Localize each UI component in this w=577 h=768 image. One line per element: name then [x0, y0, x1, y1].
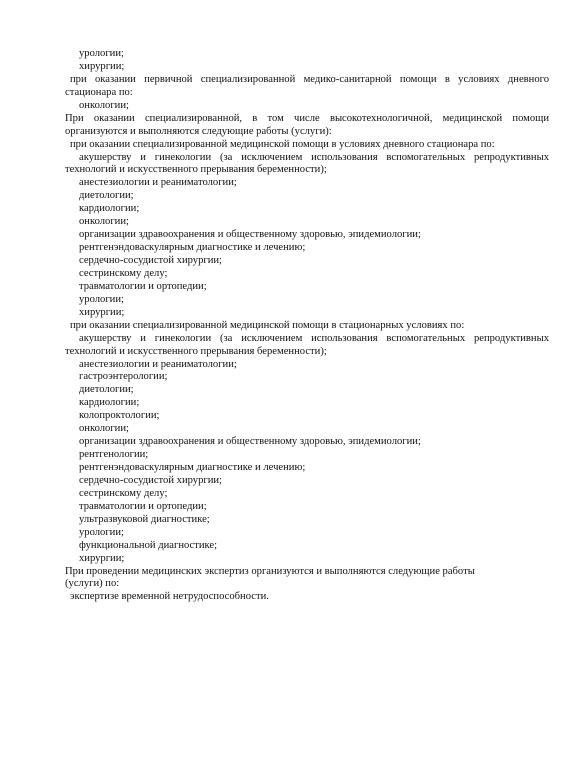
text-line-content: сердечно-сосудистой хирургии;: [79, 474, 223, 486]
text-line-content: онкологии;: [79, 423, 129, 435]
text-line: [0, 553, 577, 566]
text-line: [0, 61, 577, 74]
text-line: [0, 74, 577, 87]
text-line: [0, 177, 577, 190]
text-line: [0, 152, 577, 165]
text-line-content: урологии;: [79, 293, 124, 305]
text-line-content: рентгенэндоваскулярным диагностике и лечению;: [79, 242, 306, 254]
text-line: [0, 164, 577, 177]
text-line-content: урологии;: [79, 48, 124, 59]
text-line: [0, 501, 577, 514]
text-line: [0, 203, 577, 216]
text-line: [0, 591, 577, 604]
text-line: [0, 242, 577, 255]
text-line: [0, 87, 577, 100]
text-line: [0, 333, 577, 346]
text-line: [0, 488, 577, 501]
text-line-content: онкологии;: [79, 99, 129, 111]
text-line-content: рентгенэндоваскулярным диагностике и лечению;: [79, 462, 306, 473]
text-line: [0, 566, 577, 579]
text-line-content: При оказании специализированной, в том числе высокотехнологичной, медицинской помощи: [65, 112, 549, 124]
text-line: [0, 410, 577, 423]
text-line-content: организации здравоохранения и общественному здоровью, эпидемиологии;: [79, 436, 421, 448]
text-line-content: урологии;: [79, 526, 124, 538]
text-line: [0, 113, 577, 126]
text-line-content: технологий и искусственного прерывания беременности);: [65, 345, 327, 357]
text-line-content: кардиологии;: [79, 397, 140, 409]
text-line: [0, 436, 577, 449]
text-line-content: акушерству и гинекологии (за исключением использования вспомогательных репродуктивных: [79, 332, 549, 344]
text-line-content: экспертизе временной нетрудоспособности.: [70, 591, 269, 603]
text-line: [0, 514, 577, 527]
text-line-content: травматологии и ортопедии;: [79, 500, 207, 512]
text-line: [0, 139, 577, 152]
text-line-content: травматологии и ортопедии;: [79, 280, 207, 292]
text-line-content: стационара по:: [65, 86, 133, 98]
text-line: [0, 540, 577, 553]
text-line-content: организуются и выполняются следующие работы (услуги):: [65, 125, 332, 137]
text-line-content: (услуги) по:: [65, 578, 120, 590]
text-line: [0, 281, 577, 294]
text-line-content: анестезиологии и реаниматологии;: [79, 358, 237, 370]
text-line: [0, 449, 577, 462]
text-line-content: при оказании специализированной медицинской помощи в стационарных условиях по:: [70, 319, 465, 331]
text-line-content: ультразвуковой диагностике;: [79, 513, 210, 525]
text-line: [0, 346, 577, 359]
text-line-content: при оказании первичной специализированной медико-санитарной помощи в условиях дневного: [70, 73, 549, 85]
text-line: [0, 423, 577, 436]
text-line-content: рентгенологии;: [79, 449, 149, 461]
text-line-content: анестезиологии и реаниматологии;: [79, 177, 237, 189]
text-line-content: хирургии;: [79, 60, 125, 72]
text-line: [0, 100, 577, 113]
text-line-content: гастроэнтерологии;: [79, 371, 168, 383]
text-line: [0, 384, 577, 397]
text-line: [0, 216, 577, 229]
text-line: [0, 307, 577, 320]
text-line-content: диетологии;: [79, 190, 134, 202]
text-line: [0, 462, 577, 475]
text-line-content: При проведении медицинских экспертиз организуются и выполняются следующие работы: [65, 565, 475, 577]
document-page: [0, 48, 577, 604]
text-line: [0, 359, 577, 372]
text-line: [0, 229, 577, 242]
text-line: [0, 527, 577, 540]
text-line: [0, 126, 577, 139]
text-line: [0, 397, 577, 410]
text-line-content: сердечно-сосудистой хирургии;: [79, 255, 223, 266]
text-line-content: кардиологии;: [79, 203, 140, 215]
text-line-content: хирургии;: [79, 306, 125, 318]
text-line: [0, 578, 577, 591]
text-line: [0, 475, 577, 488]
text-line-content: сестринскому делу;: [79, 267, 168, 279]
text-line: [0, 320, 577, 333]
text-line-content: колопроктологии;: [79, 410, 160, 422]
text-line-content: функциональной диагностике;: [79, 539, 218, 551]
text-line-content: акушерству и гинекологии (за исключением использования вспомогательных репродуктивных: [79, 151, 549, 163]
text-line: [0, 294, 577, 307]
text-line: [0, 190, 577, 203]
text-line: [0, 48, 577, 61]
text-line-content: сестринскому делу;: [79, 487, 168, 499]
text-line-content: технологий и искусственного прерывания беременности);: [65, 164, 327, 176]
text-line: [0, 371, 577, 384]
text-line-content: хирургии;: [79, 552, 125, 564]
text-line-content: организации здравоохранения и общественному здоровью, эпидемиологии;: [79, 229, 421, 241]
text-line: [0, 255, 577, 268]
text-line: [0, 268, 577, 281]
text-line-content: диетологии;: [79, 384, 134, 396]
text-line-content: при оказании специализированной медицинской помощи в условиях дневного стационара по:: [70, 138, 495, 150]
text-line-content: онкологии;: [79, 216, 129, 228]
